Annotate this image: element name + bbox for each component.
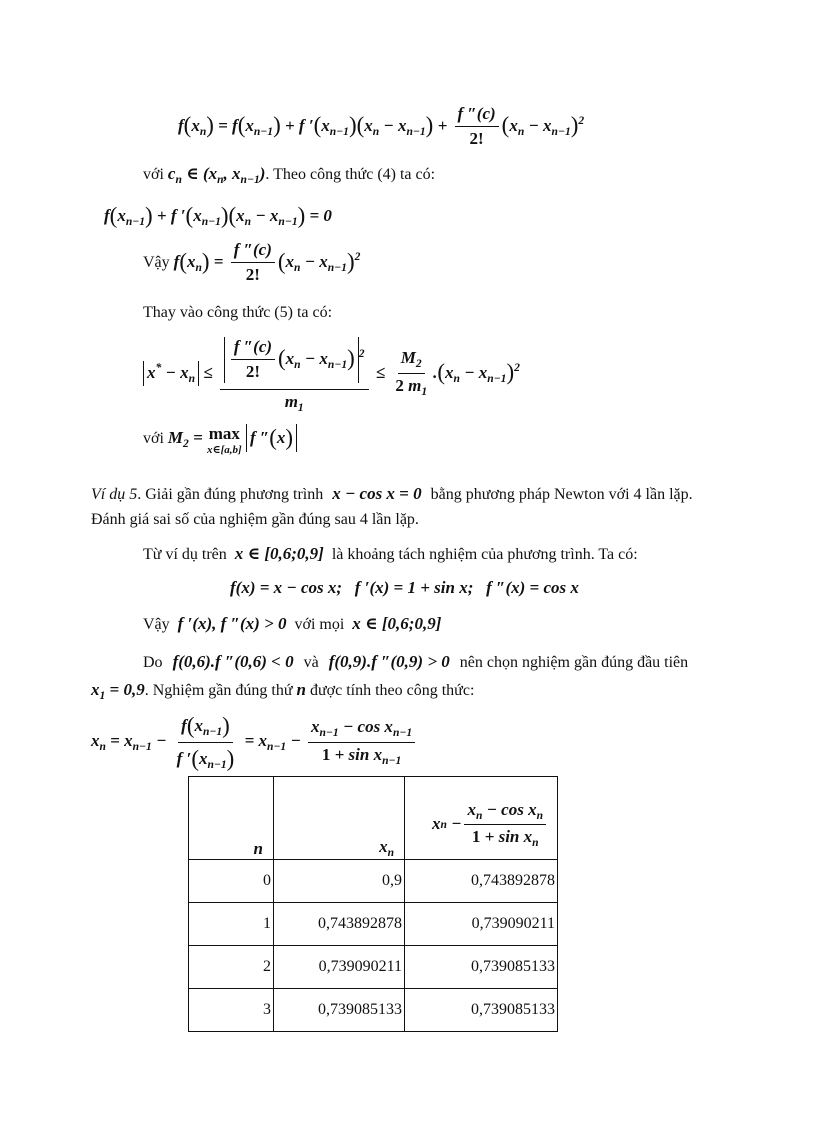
text-formula-intro: $x_1 = 0,9$. Nghiệm gần đúng thứ n được tính theo công thức: [91, 680, 475, 703]
cell-n: 2 [189, 946, 274, 989]
cell-next: 0,739085133 [405, 946, 558, 989]
cell-next: 0,739090211 [405, 903, 558, 946]
cell-next: 0,743892878 [405, 860, 558, 903]
cell-xn: 0,9 [274, 860, 405, 903]
iteration-table [188, 776, 558, 1032]
table-row [189, 946, 558, 989]
equation-tangent-zero: $f(x_{n-1}) + f$ $'(x_{n-1})(x_n - x_{n-1}) = 0$ [104, 203, 332, 229]
header-n: n [189, 777, 274, 860]
equation-error-bound: $x^* - x_n$ ≤ $\frac{f ''(c)}{2!}$ $(x_n - x_{n-1})$ $^2$ $m_1$ ≤ $\frac{M_2}{2 m_1}$ $.(x_n - x_{n-1})^2$ [143, 333, 520, 415]
cell-xn: 0,739090211 [274, 946, 405, 989]
equation-vay-fxn: Vậy $f(x_n)$ = $\frac{f ''(c)}{2!}$ $(x_n - x_{n-1})^2$ [143, 240, 361, 285]
cell-xn: 0,739085133 [274, 989, 405, 1032]
text-initial-choice: Do f(0,6).f ″(0,6) < 0 và f(0,9).f ″(0,9) > 0 nên chọn nghiệm gần đúng đầu tiên [143, 652, 689, 671]
table-header-row [189, 777, 558, 860]
cell-n: 3 [189, 989, 274, 1032]
equation-newton-iteration: $x_n = x_{n-1}$ − $\frac{f(x_{n-1})}{f '(x_{n-1})}$ = $x_{n-1}$ − $\frac{x_{n-1} - \cos x_{n-1}}{1 + \sin x_{n-1}}$ [91, 712, 418, 772]
cell-next: 0,739085133 [405, 989, 558, 1032]
equation-taylor: $f(x_n) = f(x_{n-1}) + f$ $'(x_{n-1})(x_n - x_{n-1})$ + $\frac{f ''(c)}{2!}$ $(x_n - x_{n-1})^2$ [178, 104, 585, 149]
header-xn: $x_n$ [274, 777, 405, 860]
text-interval: Từ ví dụ trên x ∈ [0,6;0,9] là khoảng tách nghiệm của phương trình. Ta có: [143, 544, 638, 563]
cell-xn: 0,743892878 [274, 903, 405, 946]
text-thay-vao: Thay vào công thức (5) ta có: [143, 304, 333, 321]
text-voi-cn: với $c_n$ ∈ ($x_n$, $x_{n-1}$). Theo công thức (4) ta có: [143, 164, 436, 187]
example-5-line2: Đánh giá sai số của nghiệm gần đúng sau 4 lần lặp. [91, 511, 419, 528]
table-row [189, 903, 558, 946]
equation-derivatives: f(x) = x − cos x; f ′(x) = 1 + sin x; f ″(x) = cos x [230, 578, 579, 597]
header-next: x n − $\frac{x_n - \cos x_n}{1 + \sin x_n}$ [405, 777, 558, 860]
table-row [189, 860, 558, 903]
text-positive-derivatives: Vậy f ′(x), f ″(x) > 0 với mọi x ∈ [0,6;0,9] [143, 614, 442, 633]
cell-n: 1 [189, 903, 274, 946]
cell-n: 0 [189, 860, 274, 903]
example-5-line1: Ví dụ 5. Giải gần đúng phương trình x − cos x = 0 bằng phương pháp Newton với 4 lần lặp. [91, 484, 693, 503]
text-voi-M2: với $M_2$ = max x∈[a,b] f ″(x) [143, 424, 297, 458]
table-row [189, 989, 558, 1032]
